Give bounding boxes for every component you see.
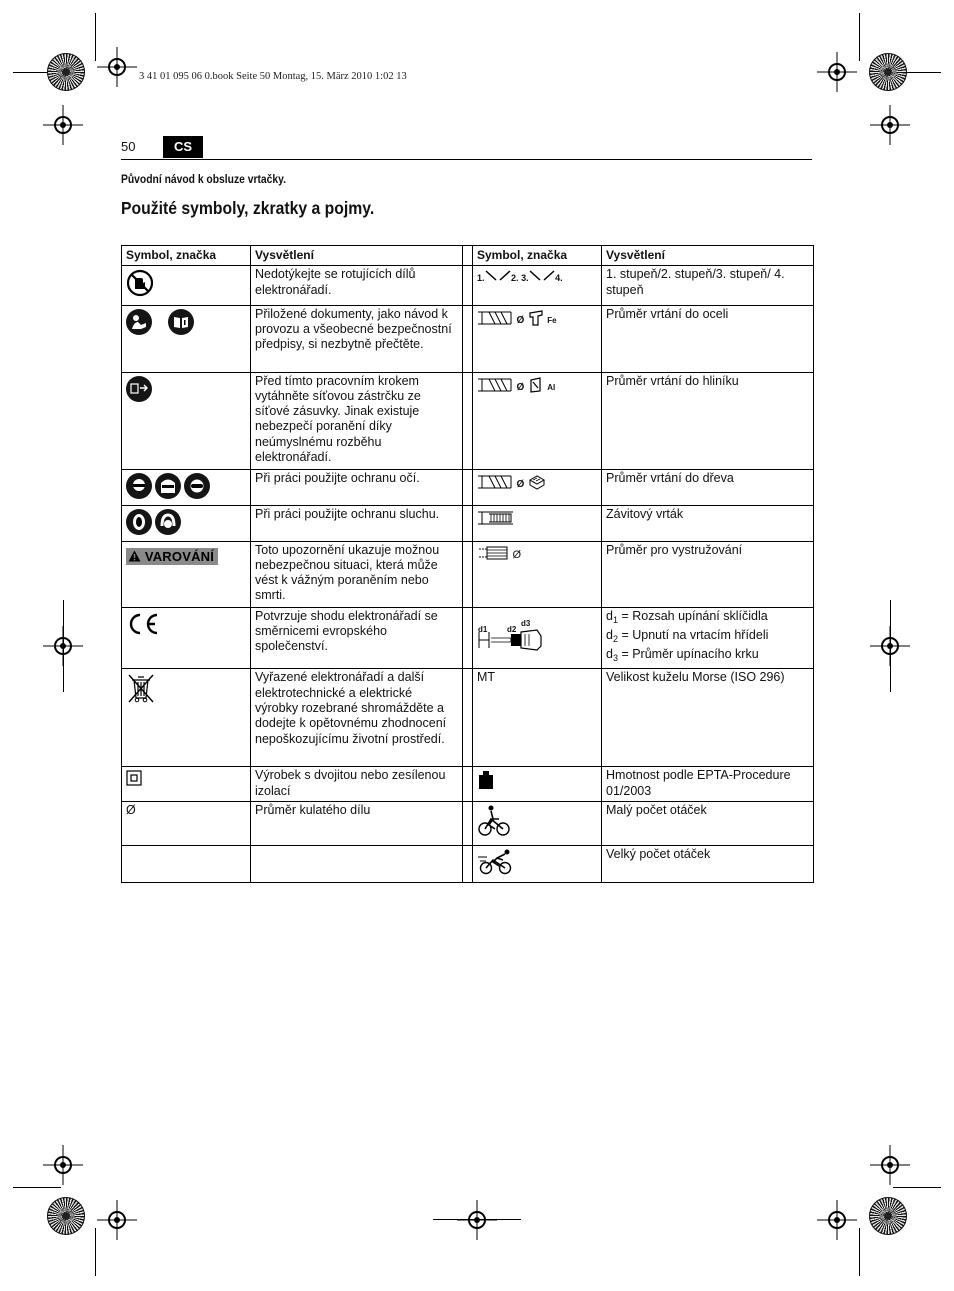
language-badge: CS xyxy=(163,136,203,158)
table-row xyxy=(122,607,814,669)
table-row xyxy=(122,541,814,607)
crosshair-icon xyxy=(97,47,137,87)
symbol-cell: $^Ø$ $^{Fe}$ xyxy=(473,305,602,372)
symbol-cell xyxy=(122,541,251,607)
column-header-explanation: Vysvětlení xyxy=(602,246,814,266)
crosshair-icon xyxy=(457,1200,497,1240)
symbol-cell xyxy=(122,669,251,767)
gear-stages-icon: 1. 2. 3. 4. xyxy=(477,273,563,284)
explanation-cell: Při práci použijte ochranu očí. xyxy=(251,469,463,505)
crosshair-icon xyxy=(817,52,857,92)
symbol-cell xyxy=(473,607,602,669)
wood-icon xyxy=(528,473,546,491)
read-manual-icon xyxy=(126,309,152,335)
table-row xyxy=(122,669,814,767)
explanation-cell xyxy=(251,845,463,882)
explanation-cell: Průměr vrtání do hliníku xyxy=(602,372,814,469)
drill-bit-icon xyxy=(477,473,513,491)
explanation-cell: 1. stupeň/2. stupeň/3. stupeň/ 4. stupeň xyxy=(602,266,814,305)
symbol-cell xyxy=(122,266,251,305)
symbol-cell xyxy=(473,767,602,802)
print-header: 3 41 01 095 06 0.book Seite 50 Montag, 15. März 2010 1:02 13 xyxy=(139,71,407,82)
warning-triangle-icon xyxy=(128,550,141,562)
warning-badge: VAROVÁNÍ xyxy=(126,548,218,565)
symbol-cell: Ø xyxy=(122,802,251,845)
crosshair-icon xyxy=(870,1145,910,1185)
symbol-cell xyxy=(122,607,251,669)
chuck-legend-line: $d_2$ = Upnutí na vrtacím hřídeli xyxy=(606,627,769,644)
explanation-cell: Potvrzuje shodu elektronářadí se směrnicemi evropského společenství. xyxy=(251,607,463,669)
steel-icon xyxy=(528,309,544,327)
document-subtitle: Původní návod k obsluze vrtačky. xyxy=(121,172,286,186)
face-shield-icon xyxy=(155,473,181,499)
crosshair-icon xyxy=(817,1200,857,1240)
tap-drill-icon xyxy=(477,509,515,527)
chuck-diameters-icon: d1 d2 d3 xyxy=(477,622,547,654)
chuck-legend-line: $d_1$ = Rozsah upínání sklíčidla xyxy=(606,608,768,625)
explanation-cell: Závitový vrták xyxy=(602,505,814,541)
symbol-cell: Ø xyxy=(473,541,602,607)
header-rule xyxy=(121,159,812,160)
symbol-cell xyxy=(122,372,251,469)
aluminium-icon xyxy=(528,376,544,394)
symbol-cell: Ø xyxy=(473,469,602,505)
registration-rosette-icon xyxy=(869,1197,907,1235)
page-number: 50 xyxy=(121,139,136,154)
safety-glasses-icon xyxy=(184,473,210,499)
column-gap xyxy=(463,246,473,266)
explanation-cell: Před tímto pracovním krokem vytáhněte síťovou zástrčku ze síťové zásuvky. Jinak existuje nebezpečí poranění díky neúmyslnému rozběhu elektronářadí. xyxy=(251,372,463,469)
crosshair-icon xyxy=(43,105,83,145)
explanation-cell: Malý počet otáček xyxy=(602,802,814,845)
chuck-legend-line: $d_3$ = Průměr upínacího krku xyxy=(606,647,759,664)
explanation-cell: Průměr vrtání do dřeva xyxy=(602,469,814,505)
table-row xyxy=(122,845,814,882)
explanation-cell: Velikost kuželu Morse (ISO 296) xyxy=(602,669,814,767)
goggles-icon xyxy=(126,473,152,499)
drill-bit-icon xyxy=(477,376,513,394)
ce-mark-icon xyxy=(126,611,160,637)
explanation-cell: Průměr pro vystružování xyxy=(602,541,814,607)
double-insulation-icon xyxy=(126,770,142,786)
explanation-cell: Přiložené dokumenty, jako návod k provozu a všeobecné bezpečnostní předpisy, si nezbytně přečtěte. xyxy=(251,305,463,372)
explanation-cell: Průměr vrtání do oceli xyxy=(602,305,814,372)
manual-book-icon xyxy=(168,309,194,335)
symbol-cell: $^Ø$ $^{Al}$ xyxy=(473,372,602,469)
crosshair-icon xyxy=(97,1200,137,1240)
weee-bin-icon xyxy=(126,672,156,704)
explanation-cell xyxy=(602,607,814,669)
fast-cyclist-icon xyxy=(477,849,515,875)
explanation-cell: Nedotýkejte se rotujících dílů elektronářadí. xyxy=(251,266,463,305)
ear-muffs-icon xyxy=(155,509,181,535)
weight-icon xyxy=(477,770,495,790)
unplug-icon xyxy=(126,376,152,402)
column-header-symbol: Symbol, značka xyxy=(122,246,251,266)
table-row xyxy=(122,802,814,845)
table-row xyxy=(122,305,814,372)
explanation-cell: Výrobek s dvojitou nebo zesílenou izolací xyxy=(251,767,463,802)
symbol-cell xyxy=(122,505,251,541)
column-header-explanation: Vysvětlení xyxy=(251,246,463,266)
crosshair-icon xyxy=(870,105,910,145)
slow-cyclist-icon xyxy=(477,805,511,837)
explanation-cell: Toto upozornění ukazuje možnou nebezpečnou situaci, která může vést k vážným poraněním nebo smrti. xyxy=(251,541,463,607)
symbol-cell: MT xyxy=(473,669,602,767)
table-header-row xyxy=(122,246,814,266)
drill-bit-icon xyxy=(477,309,513,327)
reamer-icon xyxy=(477,545,509,561)
symbol-cell xyxy=(473,505,602,541)
ear-protection-icon xyxy=(126,509,152,535)
table-row xyxy=(122,505,814,541)
symbol-cell xyxy=(122,767,251,802)
table-row xyxy=(122,767,814,802)
registration-rosette-icon xyxy=(47,53,85,91)
crosshair-icon xyxy=(43,1145,83,1185)
table-row xyxy=(122,469,814,505)
do-not-touch-icon xyxy=(126,269,154,297)
table-row xyxy=(122,266,814,305)
registration-rosette-icon xyxy=(47,1197,85,1235)
symbol-cell xyxy=(473,802,602,845)
symbol-cell xyxy=(473,266,602,305)
symbol-cell xyxy=(473,845,602,882)
explanation-cell: Průměr kulatého dílu xyxy=(251,802,463,845)
explanation-cell: Velký počet otáček xyxy=(602,845,814,882)
table-row xyxy=(122,372,814,469)
registration-rosette-icon xyxy=(869,53,907,91)
column-header-symbol: Symbol, značka xyxy=(473,246,602,266)
symbol-cell xyxy=(122,305,251,372)
explanation-cell: Vyřazené elektronářadí a další elektrotechnické a elektrické výrobky rozebrané shromážděte a dodejte k opětovnému zhodnocení nepoškozujícímu životní prostředí. xyxy=(251,669,463,767)
symbols-table xyxy=(121,245,814,883)
explanation-cell: Hmotnost podle EPTA-Procedure 01/2003 xyxy=(602,767,814,802)
page-title: Použité symboly, zkratky a pojmy. xyxy=(121,198,375,218)
explanation-cell: Při práci použijte ochranu sluchu. xyxy=(251,505,463,541)
symbol-cell xyxy=(122,845,251,882)
symbol-cell xyxy=(122,469,251,505)
